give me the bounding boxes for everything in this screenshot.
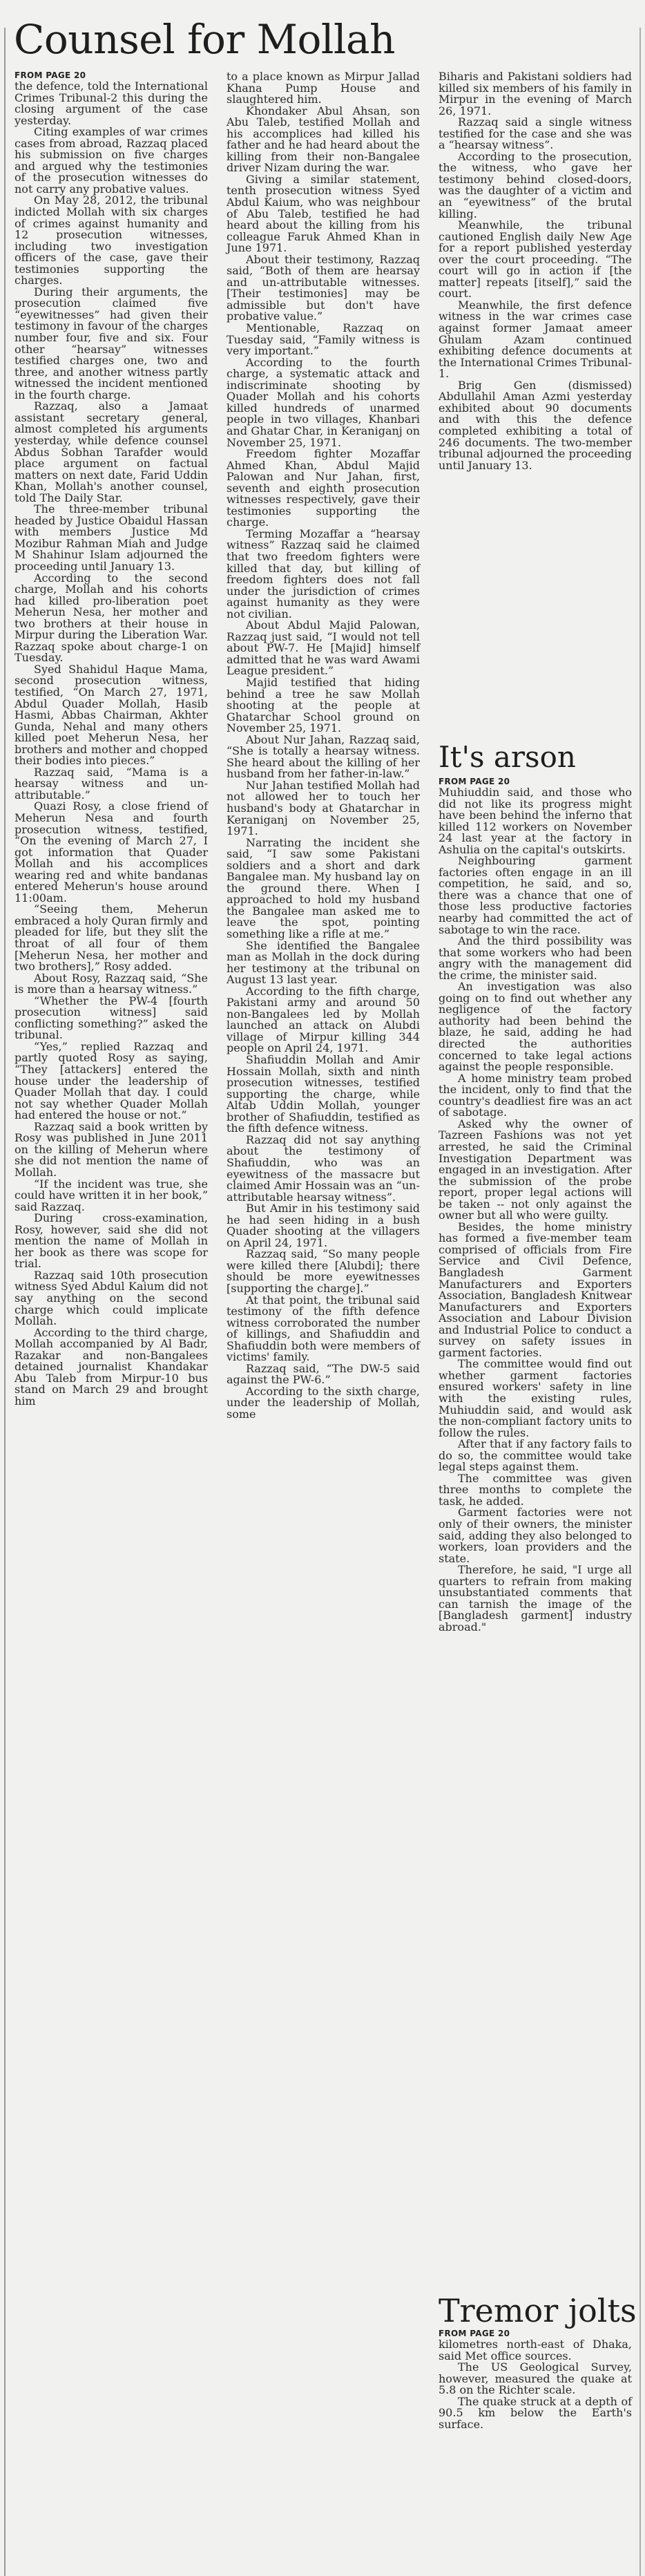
- paragraph: At that point, the tribunal said testimony of the fifth defence witness corroborated the number of killings, and Shafiuddin and Shafiuddin both were members of victims' family.: [227, 1293, 420, 1364]
- paragraph: About Abdul Majid Palowan, Razzaq just said, “I would not tell about PW-7. He [Majid] himself admitted that he was ward Awami League president.”: [227, 618, 420, 678]
- paragraph: An investigation was also going on to find out whether any negligence of the factory authority had been behind the blaze, he said, adding he had directed the authorities concerned to take legal actions against the people responsible.: [439, 980, 632, 1074]
- paragraph: kilometres north-east of Dhaka, said Met office sources.: [439, 2338, 632, 2362]
- paragraph: About Rosy, Razzaq said, “She is more than a hearsay witness.”: [15, 971, 208, 996]
- paragraph: “Yes,” replied Razzaq and partly quoted Rosy as saying, “They [attackers] entered the house under the leadership of Quader Mollah that day. I could not say whether Quader Mollah had entered the house or not.”: [15, 1039, 208, 1122]
- paragraph: She identified the Bangalee man as Mollah in the dock during her testimony at the tribunal on August 13 last year.: [227, 938, 420, 987]
- paragraph: According to the second charge, Mollah and his cohorts had killed pro-liberation poet Meherun Nesa, her mother and two brothers at their house in Mirpur during the Liberation War. Razzaq spoke about charge-1 on Tuesday.: [15, 571, 208, 665]
- paragraph: The quake struck at a depth of 90.5 km below the Earth's surface.: [439, 2394, 632, 2431]
- paragraph: According to the prosecution, the witness, who gave her testimony behind closed-doors, was the daughter of a victim and an “eyewitness” of the brutal killing.: [439, 149, 632, 220]
- paragraph: Razzaq said a book written by Rosy was published in June 2011 on the killing of Meherun where she did not mention the name of Mollah.: [15, 1119, 208, 1179]
- paragraph: Razzaq said a single witness testified for the case and she was a “hearsay witness”.: [439, 115, 632, 152]
- article-column-1: [15, 70, 208, 1407]
- paragraph: Muhiuddin said, and those who did not like its progress might have been behind the inferno that killed 112 workers on November 24 last year at the factory in Ashulia on the capital's outskirts.: [439, 786, 632, 856]
- from-page-label: FROM PAGE 20: [439, 2329, 510, 2338]
- paragraph: “Whether the PW-4 [fourth prosecution witness] said conflicting something?” asked the tribunal.: [15, 994, 208, 1042]
- paragraph: Garment factories were not only of their owners, the minister said, adding they also belonged to workers, loan providers and the state.: [439, 1506, 632, 1565]
- paragraph: During their arguments, the prosecution claimed five “eyewitnesses” had given their testimony in favour of the charges number four, five and six. Four other “hearsay” witnesses testified charges one, two and three, and another witness partly witnessed the incident mentioned in the fourth charge.: [15, 285, 208, 401]
- paragraph: On May 28, 2012, the tribunal indicted Mollah with six charges of crimes against humanity and 12 prosecution witnesses, including two investigation officers of the case, gave their testimonies supporting the charges.: [15, 193, 208, 287]
- paragraph: the defence, told the International Crimes Tribunal-2 this during the closing argument of the case yesterday.: [15, 79, 208, 127]
- paragraph: And the third possibility was that some workers who had been angry with the management did the crime, the minister said.: [439, 934, 632, 982]
- paragraph: According to the third charge, Mollah accompanied by Al Badr, Razakar and non-Bangalees detained journalist Khandakar Abu Taleb from Mirpur-10 bus stand on March 29 and brought him: [15, 1325, 208, 1408]
- paragraph: According to the sixth charge, under the leadership of Mollah, some: [227, 1384, 420, 1421]
- from-page-label: FROM PAGE 20: [15, 70, 86, 80]
- paragraph: Razzaq, also a Jamaat assistant secretary general, almost completed his arguments yesterday, while defence counsel Abdus Sobhan Tarafder would place argument on factual matters on next date, Farid Uddin Khan, Mollah's another counsel, told The Daily Star.: [15, 399, 208, 504]
- arson-headline: It's arson: [439, 740, 576, 774]
- paragraph: A home ministry team probed the incident, only to find that the country's deadliest fire was an act of sabotage.: [439, 1071, 632, 1119]
- paragraph: Shafiuddin Mollah and Amir Hossain Mollah, sixth and ninth prosecution witnesses, testified supporting the charge, while Altab Uddin Mollah, younger brother of Shafiuddin, testified as the fifth defence witness.: [227, 1053, 420, 1135]
- paragraph: Citing examples of war crimes cases from abroad, Razzaq placed his submission on five charges and argued why the testimonies of the prosecution witnesses do not carry any probative values.: [15, 125, 208, 196]
- paragraph: Razzaq said, “Mama is a hearsay witness and un-attributable.”: [15, 765, 208, 802]
- arson-article: [439, 777, 632, 1633]
- paragraph: “Seeing them, Meherun embraced a holy Quran firmly and pleaded for life, but they slit the throat of all four of them [Meherun Nesa, her mother and two brothers],” Rosy added.: [15, 902, 208, 974]
- tremor-headline: Tremor jolts: [439, 2292, 637, 2329]
- paragraph: Terming Mozaffar a “hearsay witness” Razzaq said he claimed that two freedom fighters were killed that day, but killing of freedom fighters does not fall under the jurisdiction of crimes against humanity as they were not civilian.: [227, 527, 420, 621]
- column-rule-left: [4, 28, 6, 2576]
- paragraph: After that if any factory fails to do so, the committee would take legal steps against them.: [439, 1437, 632, 1474]
- paragraph: During cross-examination, Rosy, however, said she did not mention the name of Mollah in her book as there was scope for trial.: [15, 1211, 208, 1271]
- paragraph: Nur Jahan testified Mollah had not allowed her to touch her husband's body at Ghatarchar in Keraniganj on November 25, 1971.: [227, 778, 420, 838]
- paragraph: Brig Gen (dismissed) Abdullahil Aman Azmi yesterday exhibited about 90 documents and with this the defence completed exhibiting a total of 246 documents. The two-member tribunal adjourned the proceeding until January 13.: [439, 378, 632, 472]
- paragraph: Razzaq said, “The DW-5 said against the PW-6.”: [227, 1361, 420, 1387]
- paragraph: Asked why the owner of Tazreen Fashions was not yet arrested, he said the Criminal Investigation Department was engaged in an investigation. After the submission of the probe report, proper legal actions will be taken -- not only against the owner but all who were guilty.: [439, 1117, 632, 1222]
- paragraph: Therefore, he said, "I urge all quarters to refrain from making unsubstantiated comments that can tarnish the image of the [Bangladesh garment] industry abroad.": [439, 1563, 632, 1633]
- paragraph: Freedom fighter Mozaffar Ahmed Khan, Abdul Majid Palowan and Nur Jahan, first, seventh and eighth prosecution witnesses respectively, gave their testimonies supporting the charge.: [227, 447, 420, 529]
- paragraph: to a place known as Mirpur Jallad Khana Pump House and slaughtered him.: [227, 70, 420, 106]
- paragraph: Razzaq said 10th prosecution witness Syed Abdul Kaium did not say anything on the second charge which could implicate Mollah.: [15, 1268, 208, 1328]
- paragraph: The three-member tribunal headed by Justice Obaidul Hassan with members Justice Md Mozibur Rahman Miah and Judge M Shahinur Islam adjourned the proceeding until January 13.: [15, 502, 208, 573]
- paragraph: About their testimony, Razzaq said, “Both of them are hearsay and un-attributable witnesses. [Their testimonies] may be admissible but don't have probative value.”: [227, 252, 420, 323]
- paragraph: Quazi Rosy, a close friend of Meherun Nesa and fourth prosecution witness, testified, “On the evening of March 27, I got information that Quader Mollah and his accomplices wearing red and white bandanas entered Meherun's house around 11:00am.: [15, 799, 208, 905]
- paragraph: About Nur Jahan, Razzaq said, “She is totally a hearsay witness. She heard about the killing of her husband from her father-in-law.”: [227, 732, 420, 781]
- paragraph: According to the fourth charge, a systematic attack and indiscriminate shooting by Quader Mollah and his cohorts killed hundreds of unarmed people in two villages, Khanbari and Ghatar Char, in Keraniganj on November 25, 1971.: [227, 355, 420, 449]
- paragraph: Majid testified that hiding behind a tree he saw Mollah shooting at the people at Ghatarchar School ground on November 25, 1971.: [227, 675, 420, 735]
- paragraph: Mentionable, Razzaq on Tuesday said, “Family witness is very important.”: [227, 321, 420, 358]
- paragraph: Besides, the home ministry has formed a five-member team comprised of officials from Fire Service and Civil Defence, Bangladesh Garment Manufacturers and Exporters Association, Bangladesh Knitwear Manufacturers and Exporters Association and Labour Division and Industrial Police to conduct a survey on safety issues in garment factories.: [439, 1220, 632, 1359]
- article-headline: Counsel for Mollah: [14, 16, 395, 63]
- paragraph: Neighbouring garment factories often engage in an ill competition, he said, and so, there was a chance that one of those less productive factories nearby had committed the act of sabotage to win the race.: [439, 854, 632, 936]
- paragraph: The committee would find out whether garment factories ensured workers' safety in line with the existing rules, Muhiuddin said, and would ask the non-compliant factory units to follow the rules.: [439, 1357, 632, 1439]
- paragraph: Meanwhile, the tribunal cautioned English daily New Age for a report published yesterday over the court proceeding. “The court will go in action if [the matter] repeats [itself],” said the court.: [439, 218, 632, 301]
- paragraph: Giving a similar statement, tenth prosecution witness Syed Abdul Kaium, who was neighbour of Abu Taleb, testified he had heard about the killing from his colleague Faruk Ahmed Khan in June 1971.: [227, 172, 420, 255]
- paragraph: Meanwhile, the first defence witness in the war crimes case against former Jamaat ameer Ghulam Azam continued exhibiting defence documents at the International Crimes Tribunal-1.: [439, 298, 632, 381]
- paragraph: According to the fifth charge, Pakistani army and around 50 non-Bangalees led by Mollah launched an attack on Alubdi village of Mirpur killing 344 people on April 24, 1971.: [227, 984, 420, 1055]
- paragraph: The committee was given three months to complete the task, he added.: [439, 1471, 632, 1508]
- paragraph: The US Geological Survey, however, measured the quake at 5.8 on the Richter scale.: [439, 2360, 632, 2397]
- paragraph: Biharis and Pakistani soldiers had killed six members of his family in Mirpur in the evening of March 26, 1971.: [439, 70, 632, 117]
- paragraph: Razzaq did not say anything about the testimony of Shafiuddin, who was an eyewitness of the massacre but claimed Amir Hossain was an “un-attributable hearsay witness”.: [227, 1133, 420, 1204]
- paragraph: Syed Shahidul Haque Mama, second prosecution witness, testified, “On March 27, 1971, Abdul Quader Mollah, Hasib Hasmi, Abbas Chairman, Akhter Gunda, Nehal and many others killed poet Meherun Nesa, her brothers and mother and chopped their bodies into pieces.”: [15, 662, 208, 768]
- article-column-2: [227, 71, 420, 1421]
- article-column-3: [439, 71, 632, 471]
- paragraph: Narrating the incident she said, “I saw some Pakistani soldiers and a short and dark Bangalee man. My husband lay on the ground there. When I approached to hold my husband the Bangalee man asked me to leave the spot, pointing something like a rifle at me.”: [227, 835, 420, 941]
- column-rule-right: [639, 28, 641, 2576]
- paragraph: Razzaq said, “So many people were killed there [Alubdi]; there should be more eyewitnesses [supporting the charge].”: [227, 1247, 420, 1295]
- paragraph: But Amir in his testimony said he had seen hiding in a bush Quader shooting at the villagers on April 24, 1971.: [227, 1202, 420, 1249]
- paragraph: Khondaker Abul Ahsan, son Abu Taleb, testified Mollah and his accomplices had killed his father and he had heard about the killing from their non-Bangalee driver Nizam during the war.: [227, 104, 420, 175]
- from-page-label: FROM PAGE 20: [439, 777, 510, 786]
- paragraph: “If the incident was true, she could have written it in her book,” said Razzaq.: [15, 1177, 208, 1213]
- tremor-article: [439, 2329, 632, 2430]
